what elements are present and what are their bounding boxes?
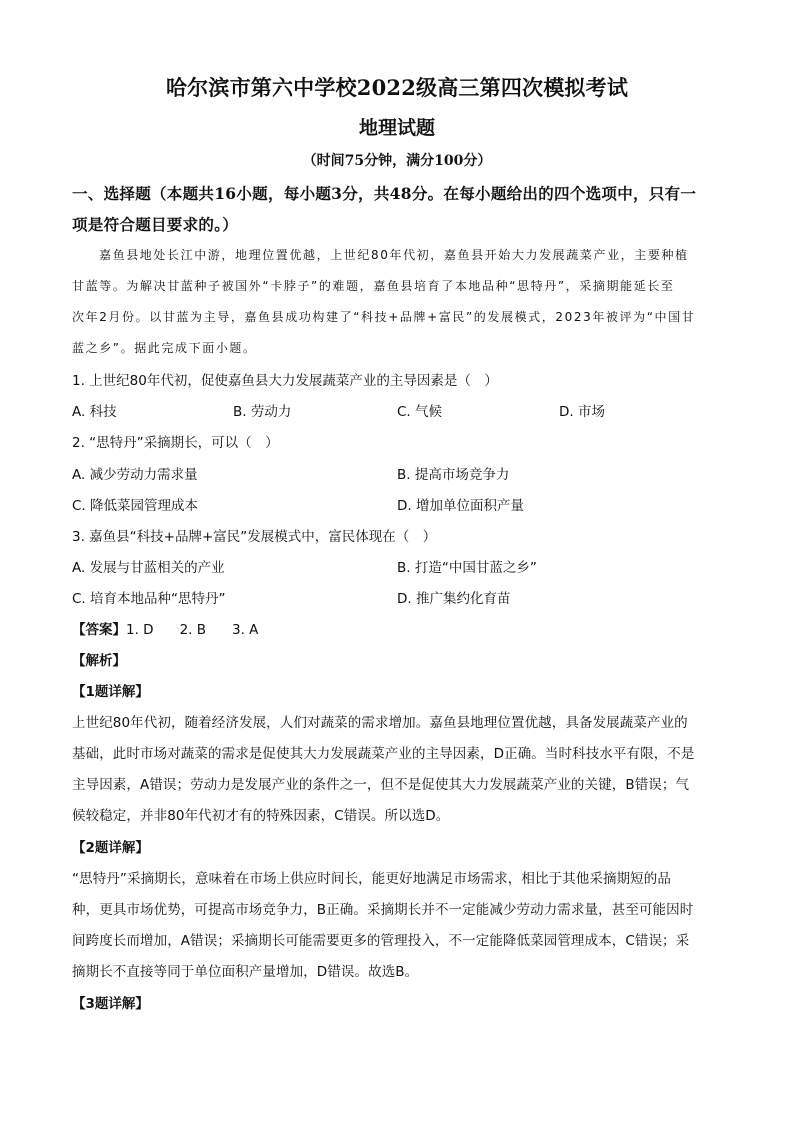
detail-2-heading: 【2题详解】	[72, 840, 149, 856]
question-3-stem: 3. 嘉鱼县“科技+品牌+富民”发展模式中，富民体现在（ ）	[72, 529, 437, 545]
detail-1-line: 主导因素，A错误；劳动力是发展产业的条件之一，但不是促使其大力发展蔬菜产业的关键，B错误；气	[72, 777, 690, 793]
material-line: 嘉鱼县地处长江中游，地理位置优越，上世纪80年代初，嘉鱼县开始大力发展蔬菜产业，主要种植	[99, 248, 689, 262]
question-2-option-c: C. 降低菜园管理成本	[72, 498, 199, 514]
answer-value: 2. B	[179, 622, 207, 638]
answer-tag: 【答案】	[72, 622, 126, 638]
answer-value: 3. A	[232, 622, 259, 638]
exam-title: 哈尔滨市第六中学校2022级高三第四次模拟考试	[165, 75, 629, 100]
question-3-option-b: B. 打造“中国甘蓝之乡”	[397, 560, 537, 576]
detail-2-line: 摘期长不直接等同于单位面积产量增加，D错误。故选B。	[72, 964, 419, 980]
detail-2-line: 种，更具市场优势，可提高市场竞争力，B正确。采摘期长并不一定能减少劳动力需求量，甚至可能因时	[72, 902, 694, 918]
question-1-option-d: D. 市场	[559, 404, 605, 420]
section-heading-line-2: 项是符合题目要求的。）	[72, 215, 239, 234]
material-line: 次年2月份。以甘蓝为主导，嘉鱼县成功构建了“科技+品牌+富民”的发展模式，2023年被评为“中国甘	[72, 310, 696, 324]
detail-1-line: 基础，此时市场对蔬菜的需求是促使其大力发展蔬菜产业的主导因素，D正确。当时科技水平有限，不是	[72, 746, 695, 762]
question-1-option-b: B. 劳动力	[233, 404, 292, 420]
question-1-option-a: A. 科技	[72, 404, 117, 420]
answer-row	[72, 618, 258, 638]
question-2-option-a: A. 减少劳动力需求量	[72, 467, 198, 483]
question-3-option-a: A. 发展与甘蓝相关的产业	[72, 560, 225, 576]
detail-3-heading: 【3题详解】	[72, 996, 149, 1012]
subject-title: 地理试题	[358, 117, 435, 139]
time-info: （时间75分钟，满分100分）	[302, 153, 492, 169]
detail-1-heading: 【1题详解】	[72, 684, 149, 700]
question-2-option-d: D. 增加单位面积产量	[397, 498, 524, 514]
question-2-stem: 2. “思特丹”采摘期长，可以（ ）	[72, 435, 279, 451]
material-line: 甘蓝等。为解决甘蓝种子被国外“卡脖子”的难题，嘉鱼县培育了本地品种“思特丹”，采摘期能延长至	[72, 279, 675, 293]
question-1-option-c: C. 气候	[397, 404, 443, 420]
answer-value: 1. D	[126, 622, 154, 638]
detail-1-line: 候较稳定，并非80年代初才有的特殊因素，C错误。所以选D。	[72, 808, 450, 824]
detail-2-line: 间跨度长而增加，A错误；采摘期长可能需要更多的管理投入，不一定能降低菜园管理成本，C错误；采	[72, 933, 690, 949]
material-line: 蓝之乡”。据此完成下面小题。	[72, 341, 257, 355]
question-3-option-d: D. 推广集约化育苗	[397, 591, 511, 607]
analysis-heading: 【解析】	[72, 653, 126, 669]
question-2-option-b: B. 提高市场竞争力	[397, 467, 510, 483]
question-1-stem: 1. 上世纪80年代初，促使嘉鱼县大力发展蔬菜产业的主导因素是（ ）	[72, 373, 498, 389]
section-heading-line-1: 一、选择题（本题共16小题，每小题3分，共48分。在每小题给出的四个选项中，只有一	[72, 184, 697, 203]
detail-2-line: “思特丹”采摘期长，意味着在市场上供应时间长，能更好地满足市场需求，相比于其他采摘期短的品	[72, 871, 671, 887]
detail-1-line: 上世纪80年代初，随着经济发展，人们对蔬菜的需求增加。嘉鱼县地理位置优越，具备发展蔬菜产业的	[72, 715, 688, 731]
question-3-option-c: C. 培育本地品种“思特丹”	[72, 591, 226, 607]
